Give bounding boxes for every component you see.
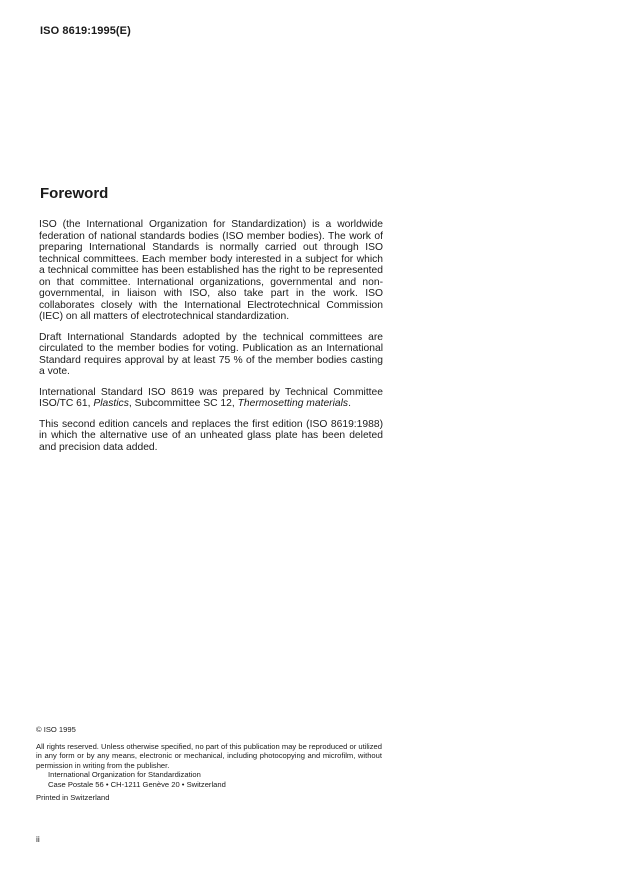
copyright-line: © ISO 1995 [36,725,76,734]
foreword-paragraph-1: ISO (the International Organization for Standardization) is a worldwide federation of national standards bodies (ISO member bodies). The work of preparing International Standards is normally carried out through ISO technical committees. Each member body interested in a subject for which a technical committee has been established has the right to be represented on that committee. International organizations, governmental and non-governmental, in liaison with ISO, also take part in the work. ISO collaborates closely with the International Electrotechnical Commission (IEC) on all matters of electrotechnical standardization. [39,219,383,322]
page-title: Foreword [40,185,109,202]
page-number: ii [36,834,40,844]
subcommittee-name: Thermosetting materials [237,398,349,409]
paragraph-3-text-c: . [348,398,351,409]
foreword-paragraph-4: This second edition cancels and replaces the first edition (ISO 8619:1988) in which the alternative use of an unheated glass plate has been deleted and precision data added. [39,418,383,453]
committee-name: Plastics [93,398,129,409]
foreword-body [39,219,383,462]
organization-name: International Organization for Standardization [48,770,201,780]
paragraph-3-text-a: International Standard ISO 8619 was prepared by Technical Committee ISO/TC 61, [39,386,383,409]
organization-address: Case Postale 56 • CH-1211 Genève 20 • Switzerland [48,779,226,789]
printed-in: Printed in Switzerland [36,792,110,802]
foreword-paragraph-3 [39,387,383,410]
copyright-block [36,725,382,802]
foreword-paragraph-2: Draft International Standards adopted by the technical committees are circulated to the member bodies for voting. Publication as an International Standard requires approval by at least 75 % of the member bodies casting a vote. [39,331,383,377]
document-id: ISO 8619:1995(E) [40,25,131,37]
paragraph-3-text-b: , Subcommittee SC 12, [128,398,238,409]
rights-statement: All rights reserved. Unless otherwise specified, no part of this publication may be reproduced or utilized in any form or by any means, electronic or mechanical, including photocopying and microfilm, without permission in writing from the publisher. [36,741,382,770]
